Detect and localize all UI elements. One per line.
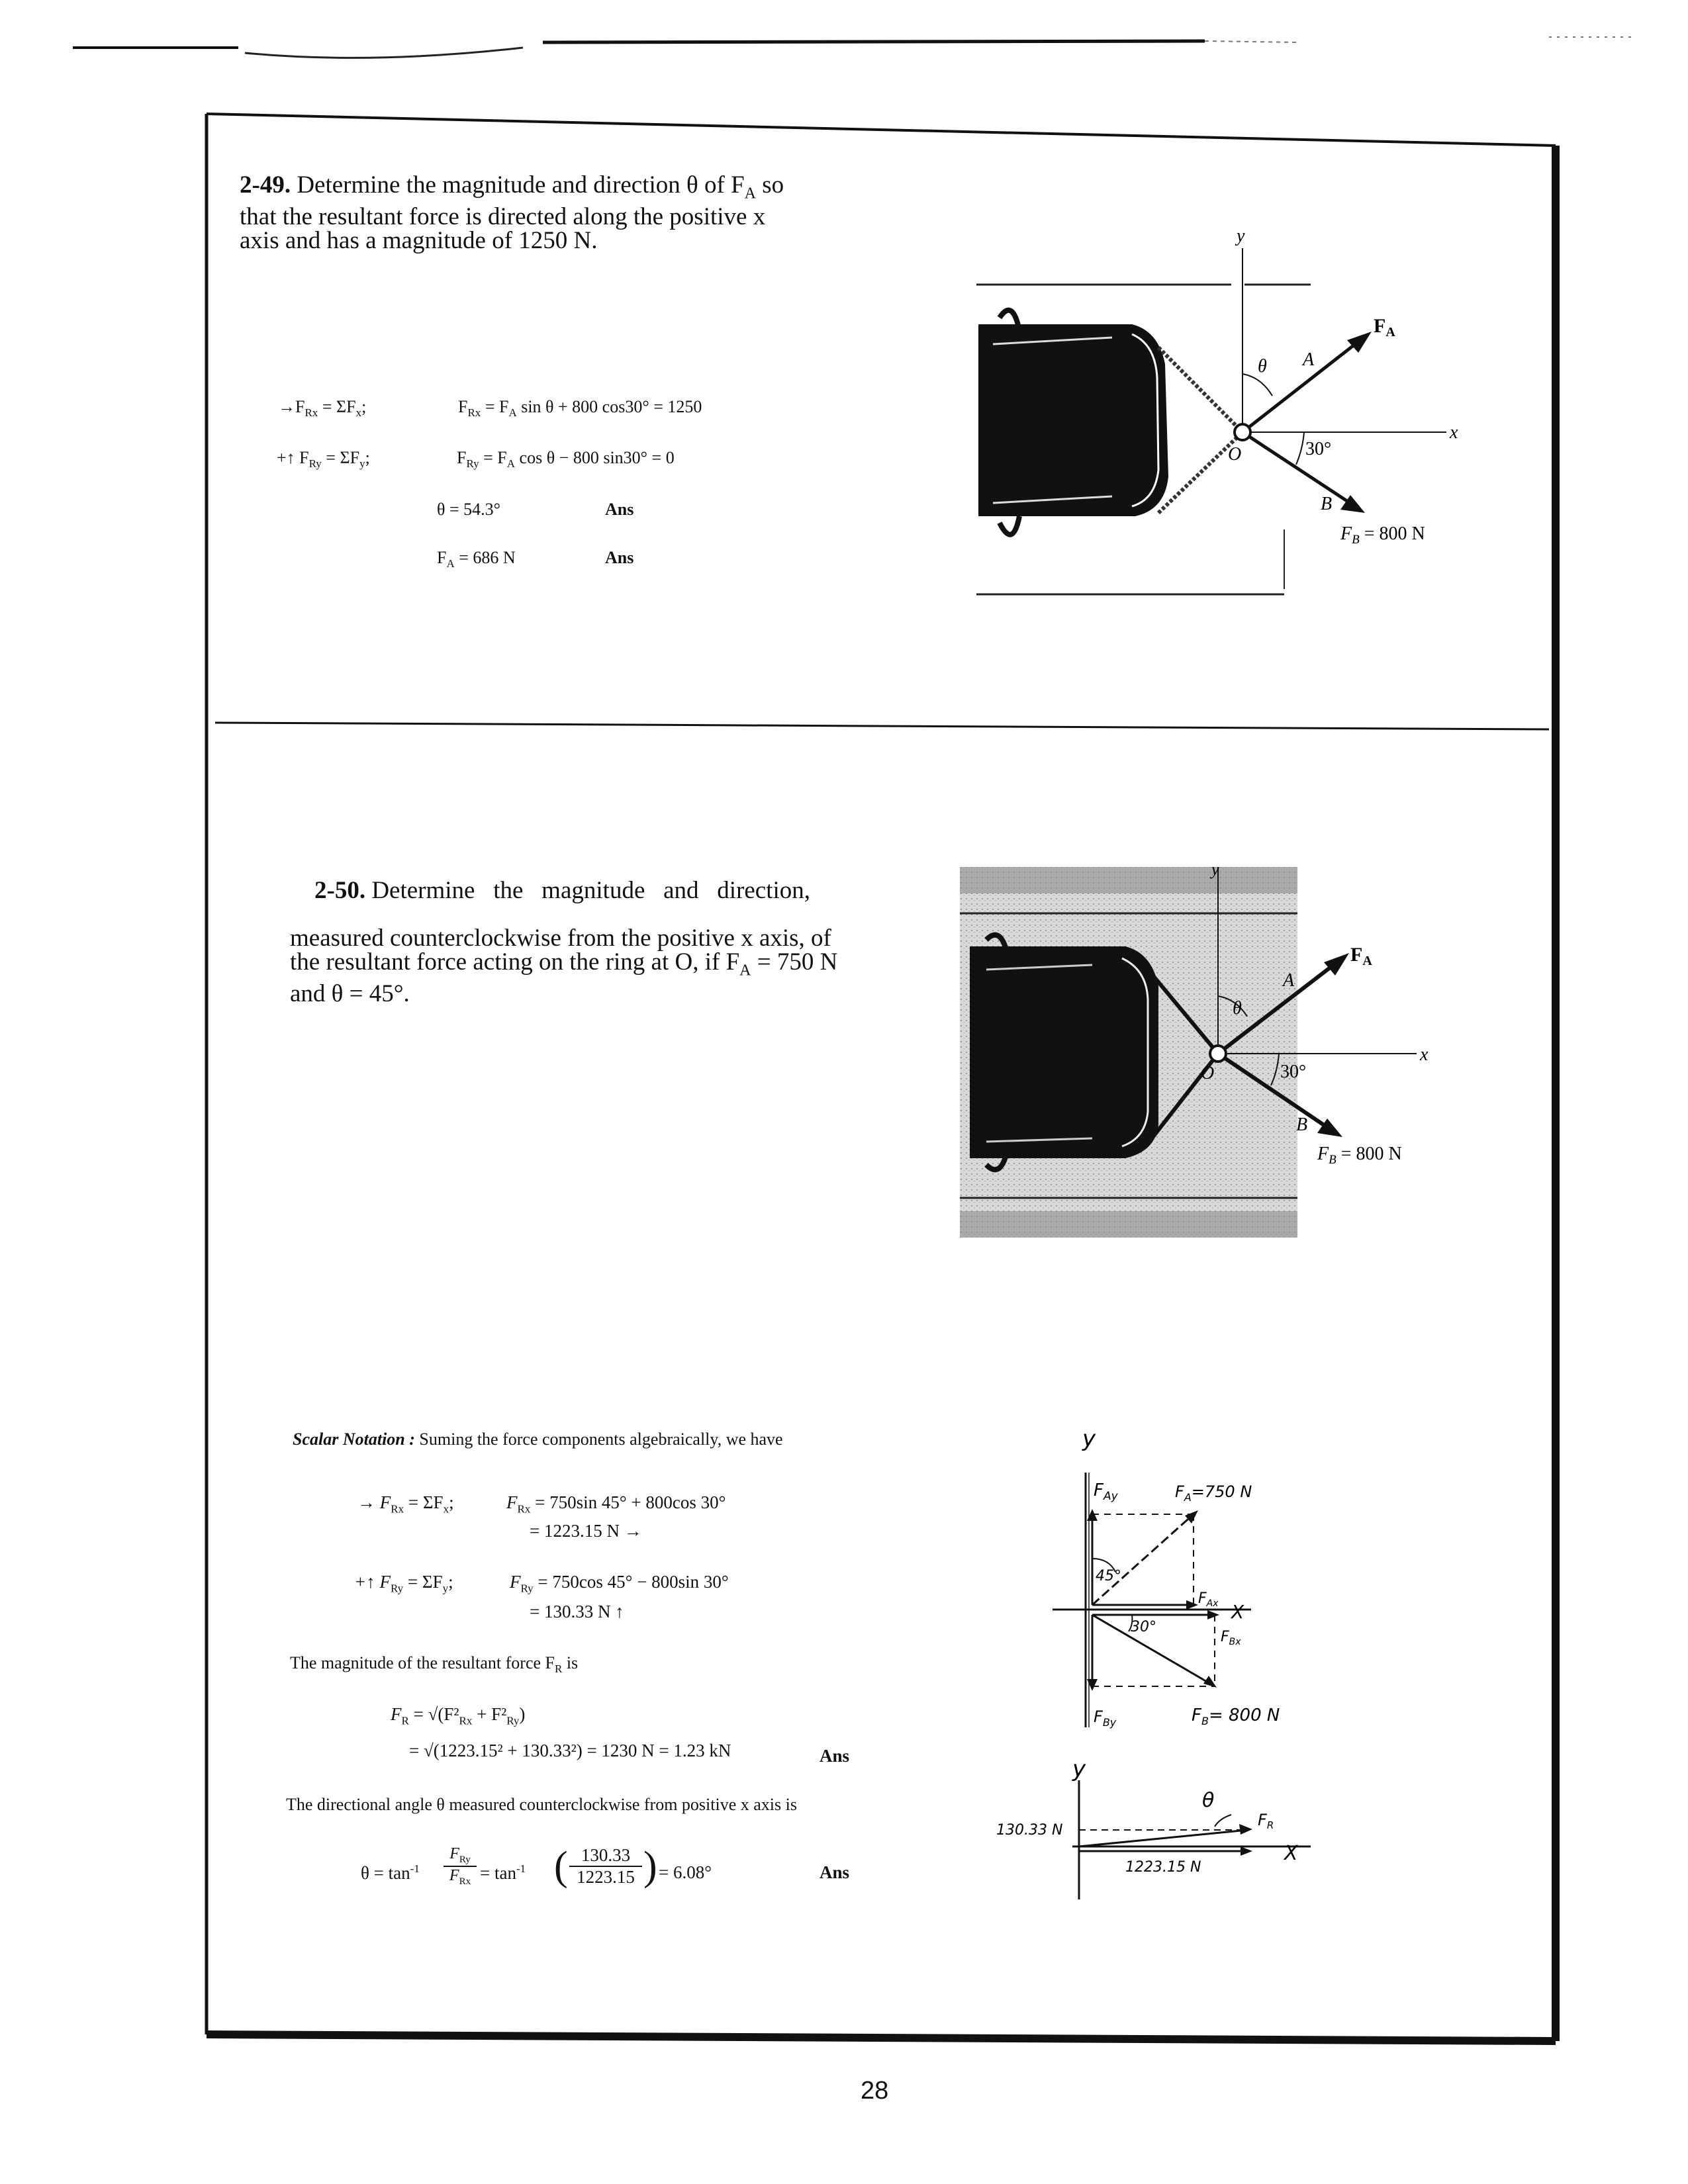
problem-2-49-line-1: 2-49. Determine the magnitude and direction θ of $F_A$ so xyxy=(240,171,784,203)
p49-label-o: O xyxy=(1228,444,1242,465)
p50-direction-text: The directional angle θ measured counterclockwise from positive x axis is xyxy=(286,1795,797,1814)
problem-2-49-line-3: axis and has a magnitude of 1250 N. xyxy=(240,227,598,255)
p50-fr-formula: $F_R = √(F^2_{Rx} + F^2_{Ry})$ xyxy=(391,1704,526,1727)
sketch2-label-theta: θ xyxy=(1202,1789,1215,1812)
p49-eq2-lhs: +↑ $F_{Ry} = \Sigma F_y$; xyxy=(277,448,370,471)
p50-eq2-lhs: +↑ $F_{Ry} = \Sigma F_y$; xyxy=(354,1572,453,1595)
p50-label-theta: θ xyxy=(1233,998,1242,1019)
sketch1-label-fb: $F_B= 800$ N xyxy=(1192,1706,1280,1727)
problem-2-49-line-2: that the resultant force is directed along the positive x xyxy=(240,203,766,231)
p50-fa-arrowhead xyxy=(1324,953,1349,976)
problem-2-50-number: 2-50. xyxy=(314,877,366,904)
p50-magnitude-text: The magnitude of the resultant force $F_R$ is xyxy=(290,1653,579,1676)
problem-2-49-text xyxy=(240,173,835,253)
p49-eq1-lhs: $\to F_{Rx} = \Sigma F_x$; xyxy=(278,397,367,420)
p49-result-theta-ans: Ans xyxy=(605,500,634,519)
problem-2-50-line-1: 2-50. Determine the magnitude and direction, xyxy=(314,877,811,904)
p50-figure xyxy=(960,860,1489,1244)
p50-ring xyxy=(1210,1046,1226,1062)
p50-eq1-lhs: → $F_{Rx} = \Sigma F_x$; xyxy=(357,1492,454,1516)
p50-sketch-resultant xyxy=(993,1754,1337,1906)
p50-label-o: O xyxy=(1201,1063,1215,1083)
p49-result-fa: $F_A = 686$ N xyxy=(437,548,516,570)
p50-sketch-components xyxy=(1033,1416,1324,1734)
sketch1-label-fbx: $F_{Bx}$ xyxy=(1221,1629,1241,1647)
p50-car xyxy=(970,935,1158,1170)
p50-eq1-rhs: $F_{Rx} = 750\sin$ 45° + 800cos 30° xyxy=(506,1492,726,1516)
p49-label-30: 30° xyxy=(1305,439,1332,459)
p49-figure xyxy=(966,218,1470,609)
sketch1-label-y: y xyxy=(1082,1426,1096,1452)
sketch2-label-val-y: 130.33 N xyxy=(996,1822,1063,1839)
sketch1-label-fax: $F_{Ax}$ xyxy=(1198,1590,1219,1609)
problem-2-50-line-4: and θ = 45°. xyxy=(290,980,410,1008)
problem-2-50-text xyxy=(290,855,846,1006)
p50-eq1-line2: = 1223.15 N → xyxy=(530,1521,642,1541)
p49-car xyxy=(978,310,1168,535)
p50-label-30: 30° xyxy=(1280,1062,1307,1082)
p49-label-fa: $F_A$ xyxy=(1374,315,1395,340)
sketch1-label-45: 45° xyxy=(1096,1568,1121,1584)
problem-2-50-line-3: the resultant force acting on the ring at O, if $F_A = 750$ N xyxy=(290,948,838,979)
p50-label-a: A xyxy=(1283,970,1295,991)
p50-label-b: B xyxy=(1296,1115,1308,1135)
page-number: 28 xyxy=(861,2077,889,2105)
p49-label-a: A xyxy=(1303,349,1315,370)
p49-label-b: B xyxy=(1321,494,1333,514)
sketch2-label-fr: $F_R$ xyxy=(1258,1811,1274,1831)
p49-label-x: x xyxy=(1450,422,1458,443)
p49-eq1-rhs: $F_{Rx} = F_A$ sin θ + 800 cos30° = 1250 xyxy=(458,397,702,420)
sketch1-label-fby: $F_{By}$ xyxy=(1094,1707,1117,1729)
p50-solution-intro: Scalar Notation : Suming the force components algebraically, we have xyxy=(293,1430,783,1449)
sketch2-label-x: X xyxy=(1284,1842,1298,1865)
problem-2-50-line-2: measured counterclockwise from the positive x axis, of xyxy=(290,925,831,952)
p49-eq2-rhs: $F_{Ry} = F_A$ cos θ − 800 sin30° = 0 xyxy=(457,448,675,471)
sketch2-label-val-x: 1223.15 N xyxy=(1125,1859,1201,1876)
p49-label-y: y xyxy=(1237,226,1245,246)
p50-eq2-line2: = 130.33 N ↑ xyxy=(530,1602,624,1621)
p50-eq2-rhs: $F_{Ry} = 750\cos$ 45° − 800sin 30° xyxy=(510,1572,729,1595)
sketch1-label-fa: $F_A=750$ N xyxy=(1175,1482,1252,1504)
sketch1-label-x: X xyxy=(1231,1601,1244,1623)
p50-theta-ans: Ans xyxy=(820,1862,850,1882)
problem-2-49-number: 2-49. xyxy=(240,171,291,199)
p50-fr-value: = √(1223.15² + 130.33²) = 1230 N = 1.23 kN xyxy=(409,1741,731,1760)
p50-label-fb: $F_B = 800$ N xyxy=(1317,1144,1402,1167)
sketch1-label-30: 30° xyxy=(1131,1619,1156,1635)
p50-label-x: x xyxy=(1420,1044,1429,1065)
p50-label-y: y xyxy=(1211,860,1219,879)
p49-result-fa-ans: Ans xyxy=(605,548,634,567)
p49-label-theta: θ xyxy=(1258,356,1267,377)
p49-result-theta: θ = 54.3° xyxy=(437,500,501,519)
sketch2-label-y: y xyxy=(1072,1756,1086,1782)
p49-label-fb: $F_B = 800$ N xyxy=(1340,523,1425,547)
p50-label-fa: $F_A$ xyxy=(1350,944,1372,968)
sketch1-label-fay: $F_{Ay}$ xyxy=(1094,1480,1118,1503)
p49-ring xyxy=(1235,424,1250,440)
p50-fr-ans: Ans xyxy=(820,1746,850,1766)
